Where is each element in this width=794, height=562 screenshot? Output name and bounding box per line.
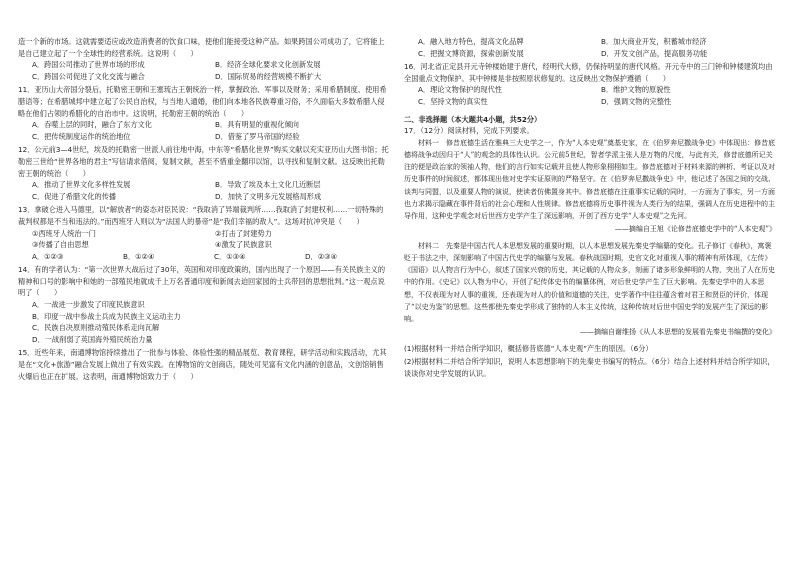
option[interactable]: C．促进了希腊文化的传播 bbox=[32, 191, 117, 201]
left-column bbox=[18, 36, 390, 552]
material-two: 材料二 先秦是中国古代人本思想发展的重要时期，以人本思想发展先秦史学编纂的变化。孔子修订《春秋》，寓褒贬于书法之中，深刻影响了中国古代史学的编纂与发展。春秋战国时期，史官文化对重视人事的精神有所体现，《左传》《国语》以人物言行为中心，叙述了国家兴衰的历史，其记载的人物众多，刻画了诸多形象鲜明的人物，突出了人在历史中的作用。《史记》以人物为中心，开创了纪传体史书的编纂体例，对后世史学产生了巨大影响。先秦史学中的人本思想，不仅表现为对人事的重视，还表现为对人的价值和道德的关注，史学著作中往往蕴含着对君王和贤臣的评价，体现了“以史为鉴”的思想。这些都使先秦史学形成了独特的人本主义传统，这种传统对后世中国史学的发展产生了深远的影响。 bbox=[404, 241, 775, 323]
statement-item: ②打击了封建势力 bbox=[215, 228, 272, 238]
statement-item: ③传播了自由思想 bbox=[32, 240, 89, 250]
question-10-options bbox=[18, 59, 390, 82]
option[interactable]: B．具有明显的重视化倾向 bbox=[215, 120, 299, 130]
question-12: 12．公元前3—4世纪，埃及的托勒密一世派人前往地中海，中东等“希腊化世界”购买文献以充实亚历山大图书馆；托勒密三世给“世界各地的君主”写信请求借阅，复制文献，甚至不惜重金翻印以馆，以寻找和复制文献。这反映出托勒密王朝的统治（ ） bbox=[18, 145, 389, 178]
option[interactable]: C．民族自决原则推动殖民体系走向瓦解 bbox=[32, 323, 160, 333]
option[interactable]: A．①②③ bbox=[32, 251, 64, 261]
option[interactable]: B．导致了埃及本土文化几近断层 bbox=[215, 180, 321, 190]
option[interactable]: A．理论文物保护的现代性 bbox=[418, 85, 502, 95]
question-10-tail: 造一个新的市场。这就需要适应或改造消费者的饮食口味，使他们能接受这种产品。如果跨国公司成功了，它将能上是自己建立起了一个全球性的经营系统。这说明（ ） bbox=[18, 37, 385, 58]
question-13: 13．拿破仑进入马德里，以“解放者”的姿态对臣民说：“我取消了异端裁判所……我取消了封建权利……一切特殊的裁判权都是不当和违法的。”而西班牙人则以为“法国人的暴帝”是“我们幸福的敌人”。这场对抗冲突是（ ） bbox=[18, 205, 384, 226]
option[interactable]: C．把握文博资源，探索创新发展 bbox=[418, 48, 524, 58]
question-12-options bbox=[18, 179, 390, 202]
question-17-part-2: (2)根据材料二并结合所学知识，说明人本思想影响下的先秦史书编写的特点。（6分）结合上述材料并结合所学知识，谈谈你对史学发展的认识。 bbox=[404, 357, 775, 378]
material-one-source: ——摘编自王旭《论修昔底德史学中的“人本史观”》 bbox=[614, 225, 776, 234]
option[interactable]: B．维护文物的原貌性 bbox=[601, 85, 671, 95]
material-two-source: ——摘编自谢维扬《从人本思想的发展看先秦史书编撰的变化》 bbox=[580, 328, 776, 337]
option[interactable]: B．经济全球化要求文化创新发展 bbox=[215, 60, 321, 70]
option[interactable]: D．加快了文明多元发展格局形成 bbox=[215, 191, 322, 201]
question-13-items bbox=[18, 228, 390, 251]
option[interactable]: A．跨国公司推动了世界市场的形成 bbox=[32, 60, 145, 70]
right-column bbox=[404, 36, 776, 552]
option[interactable]: D．国际贸易的经营规模不断扩大 bbox=[215, 71, 322, 81]
question-14: 14．有的学者认为：“第一次世界大战后过了30年，英国和对印度政策的，国内出现了一个原因——有关民族主义的精神和口号的影响中和她的一部殖民地就成千上万名普通印度和新闻去迫回家园的士兵带回的思想批判。”这一观点说明了（ ） bbox=[18, 265, 386, 298]
question-11: 11．亚历山大帝国分裂后，托勒密王朝和王塞琉古王朝统治一样，掌握政治、军事以及财务；采用希腊制度、使用希腊语等；在希腊城邦中建立起了公民自治权，与当地人通婚，他们向本地各民族尊重习俗，不久面临大多数希腊人侵略在他们占领的希腊化的自治市中。这说明，托勒密王朝的统治（ ） bbox=[18, 85, 387, 118]
option[interactable]: D．强调文物的完整性 bbox=[601, 96, 672, 106]
question-17-part-1: (1)根据材料一并结合所学知识，概括修昔底德“人本史观”产生的原因。（6分） bbox=[404, 343, 653, 353]
option[interactable]: D．一战削弱了英国海外殖民统治力量 bbox=[32, 334, 153, 344]
option[interactable]: A．一战进一步激发了印度民族意识 bbox=[32, 300, 145, 310]
question-14-options bbox=[18, 299, 390, 345]
section-heading: 二、非选择题（本大题共4小题，共52分） bbox=[404, 114, 542, 124]
question-15: 15．近些年来，南通博物馆持续推出了一批参与体验、体验性强的精品展览、教育课程，研学活动和实践活动，尤其是在“文化+旅游”融合发展上做出了有效实践。在博物馆的文创商店，随处可见富有文化内涵的创意品，文创馆销售火爆后也正在扩展。这表明，南通博物馆致力于（ ） bbox=[18, 348, 387, 381]
option[interactable]: D．开发文创产品，提高服务功能 bbox=[601, 48, 708, 58]
question-16: 16．河北省正定县开元寺钟楼始建于唐代，经明代大修，仍保持明显的唐代风格。开元寺中的三门钟和钟楼建筑均由全国重点文物保护。其中钟楼是非按照原状修复的。这反映出文物保护遵循（ ） bbox=[404, 62, 773, 83]
option[interactable]: A．吞噬上层的同时，融合了东方文化 bbox=[32, 120, 152, 130]
question-16-options bbox=[404, 84, 776, 107]
material-one: 材料一 修昔底德生活在雅典三大史学之一，作为“人本史观”奠基史家，在《伯罗奔尼撒战争史》中体现出：修昔底德将战争动因归于“人”的观念的具体性认识。公元前5世纪，智者学派主张人是万物的尺度，与此有关，修昔底德所记关注的便是政治家的领袖人物，他们的言行如实记载并且使人物形象栩栩如生。修昔底德对于材料来源的辨析、考证以及对历史事件的时间叙述，都体现出他对史学实证原则的严格坚守。在《伯罗奔尼撒战争史》中，他记述了各国之间的交战、谈判与同盟，以及重要人物的演说，使读者仿佛置身其中。修昔底德在注重事实记载的同时，一方面为了事实，另一方面也力求揭示隐藏在事件背后的社会心理和人性规律。修昔底德将历史事件视为人类行为的结果，强调人在历史进程中的主导作用，这种史学观念对后世西方史学产生了深远影响，开创了西方史学“人本史观”之先河。 bbox=[404, 138, 776, 220]
option[interactable]: C．坚持文物的真实性 bbox=[418, 96, 488, 106]
option[interactable]: D．②③④ bbox=[305, 251, 338, 261]
option[interactable]: B．加大商业开发，积蓄城市经济 bbox=[601, 37, 707, 46]
option[interactable]: C．把传统制度运作的统治地位 bbox=[32, 131, 131, 141]
question-11-options bbox=[18, 119, 390, 142]
option[interactable]: A．推动了世界文化多样性发展 bbox=[32, 180, 131, 190]
option[interactable]: C．①③④ bbox=[214, 251, 246, 261]
option[interactable]: C．跨国公司促进了文化交流与融合 bbox=[32, 71, 145, 81]
statement-item: ①西班牙人统治一门 bbox=[32, 228, 96, 238]
question-15-options bbox=[404, 36, 776, 59]
option[interactable]: A．融入地方特色，提高文化品牌 bbox=[418, 37, 524, 46]
option[interactable]: B．印度一战中参战士兵成为民族主义运动主力 bbox=[32, 311, 181, 321]
question-17: 17．（12分）阅读材料，完成下列要求。 bbox=[404, 126, 534, 136]
statement-item: ④激发了民族意识 bbox=[215, 240, 272, 250]
option[interactable]: B．①②④ bbox=[123, 251, 155, 261]
question-13-options bbox=[18, 251, 390, 263]
option[interactable]: D．借鉴了罗马帝国的经验 bbox=[215, 131, 300, 141]
